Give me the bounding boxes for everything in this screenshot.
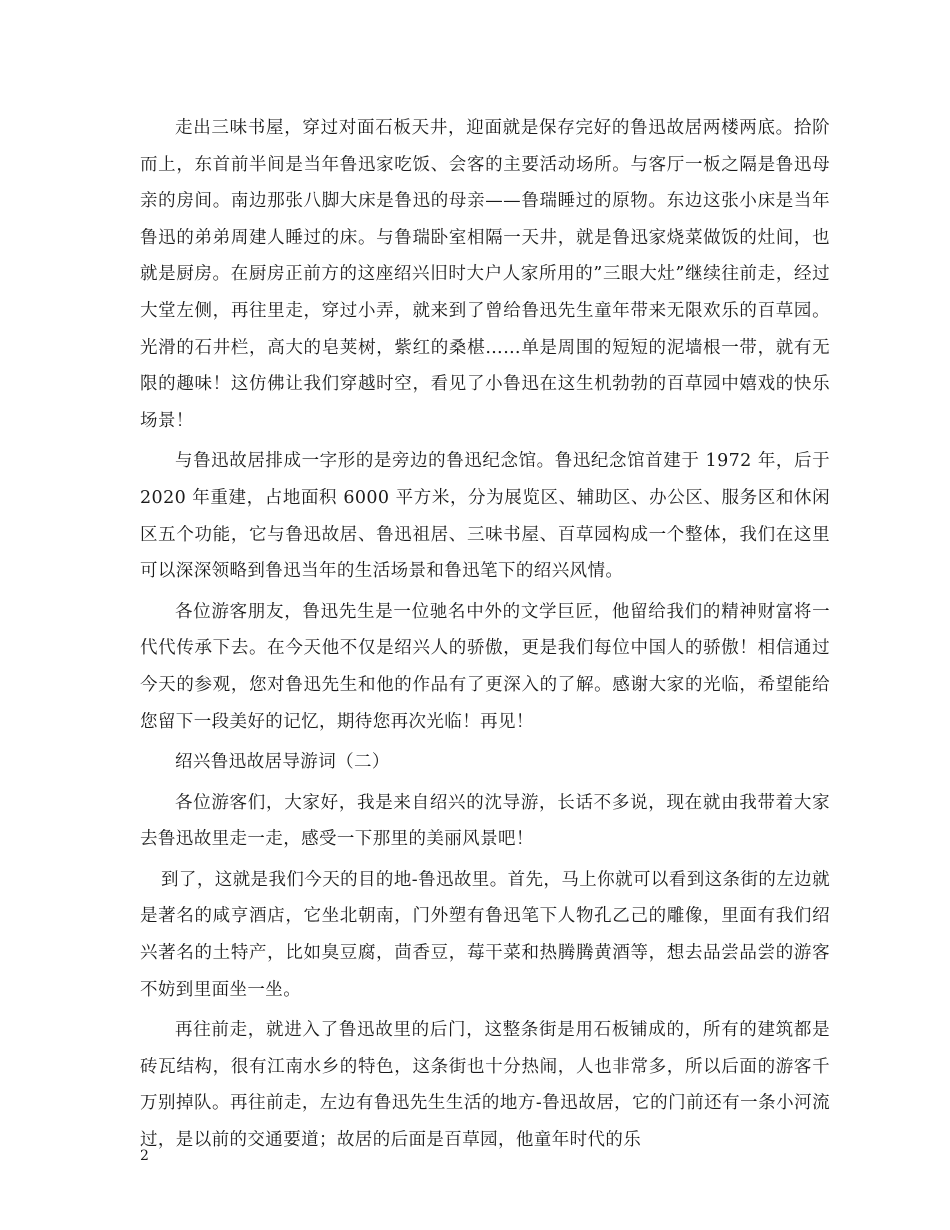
document-body: [140, 110, 830, 1163]
paragraph-back-gate: 再往前走，就进入了鲁迅故里的后门，这整条街是用石板铺成的，所有的建筑都是砖瓦结构，很有江南水乡的特色，这条街也十分热闹，人也非常多，所以后面的游客千万别掉队。再往前走，左边有鲁迅先生生活的地方-鲁迅故居，它的门前还有一条小河流过，是以前的交通要道；故居的后面是百草园，他童年时代的乐: [140, 1020, 830, 1151]
section-heading: 绍兴鲁迅故居导游词（二）: [175, 752, 390, 773]
paragraph-farewell: 各位游客朋友，鲁迅先生是一位驰名中外的文学巨匠，他留给我们的精神财富将一代代传承下去。在今天他不仅是绍兴人的骄傲，更是我们每位中国人的骄傲！相信通过今天的参观，您对鲁迅先生和他的作品有了更深入的了解。感谢大家的光临，希望能给您留下一段美好的记忆，期待您再次光临！再见！: [140, 601, 830, 732]
page-number: 2: [140, 1148, 149, 1164]
paragraph-greeting: 各位游客们，大家好，我是来自绍兴的沈导游，长话不多说，现在就由我带着大家去鲁迅故里走一走，感受一下那里的美丽风景吧！: [140, 792, 830, 850]
paragraph-xianheng-tavern: 到了，这就是我们今天的目的地-鲁迅故里。首先，马上你就可以看到这条街的左边就是著名的咸亨酒店，它坐北朝南，门外塑有鲁迅笔下人物孔乙己的雕像，里面有我们绍兴著名的土特产，比如臭豆腐，茴香豆，莓干菜和热腾腾黄酒等，想去品尝品尝的游客不妨到里面坐一坐。: [140, 869, 830, 1000]
paragraph-luxun-residence: 走出三味书屋，穿过对面石板天井，迎面就是保存完好的鲁迅故居两楼两底。拾阶而上，东首前半间是当年鲁迅家吃饭、会客的主要活动场所。与客厅一板之隔是鲁迅母亲的房间。南边那张八脚大床是鲁迅的母亲——鲁瑞睡过的原物。东边这张小床是当年鲁迅的弟弟周建人睡过的床。与鲁瑞卧室相隔一天井，就是鲁迅家烧菜做饭的灶间，也就是厨房。在厨房正前方的这座绍兴旧时大户人家所用的”三眼大灶”继续往前走，经过大堂左侧，再往里走，穿过小弄，就来到了曾给鲁迅先生童年带来无限欢乐的百草园。光滑的石井栏，高大的皂荚树，紫红的桑椹……单是周围的短短的泥墙根一带，就有无限的趣味！这仿佛让我们穿越时空，看见了小鲁迅在这生机勃勃的百草园中嬉戏的快乐场景！: [140, 118, 830, 431]
paragraph-memorial-hall: 与鲁迅故居排成一字形的是旁边的鲁迅纪念馆。鲁迅纪念馆首建于 1972 年，后于 2020 年重建，占地面积 6000 平方米，分为展览区、辅助区、办公区、服务区和休闲区五个功能，它与鲁迅故居、鲁迅祖居、三味书屋、百草园构成一个整体，我们在这里可以深深领略到鲁迅当年的生活场景和鲁迅笔下的绍兴风情。: [140, 451, 830, 582]
